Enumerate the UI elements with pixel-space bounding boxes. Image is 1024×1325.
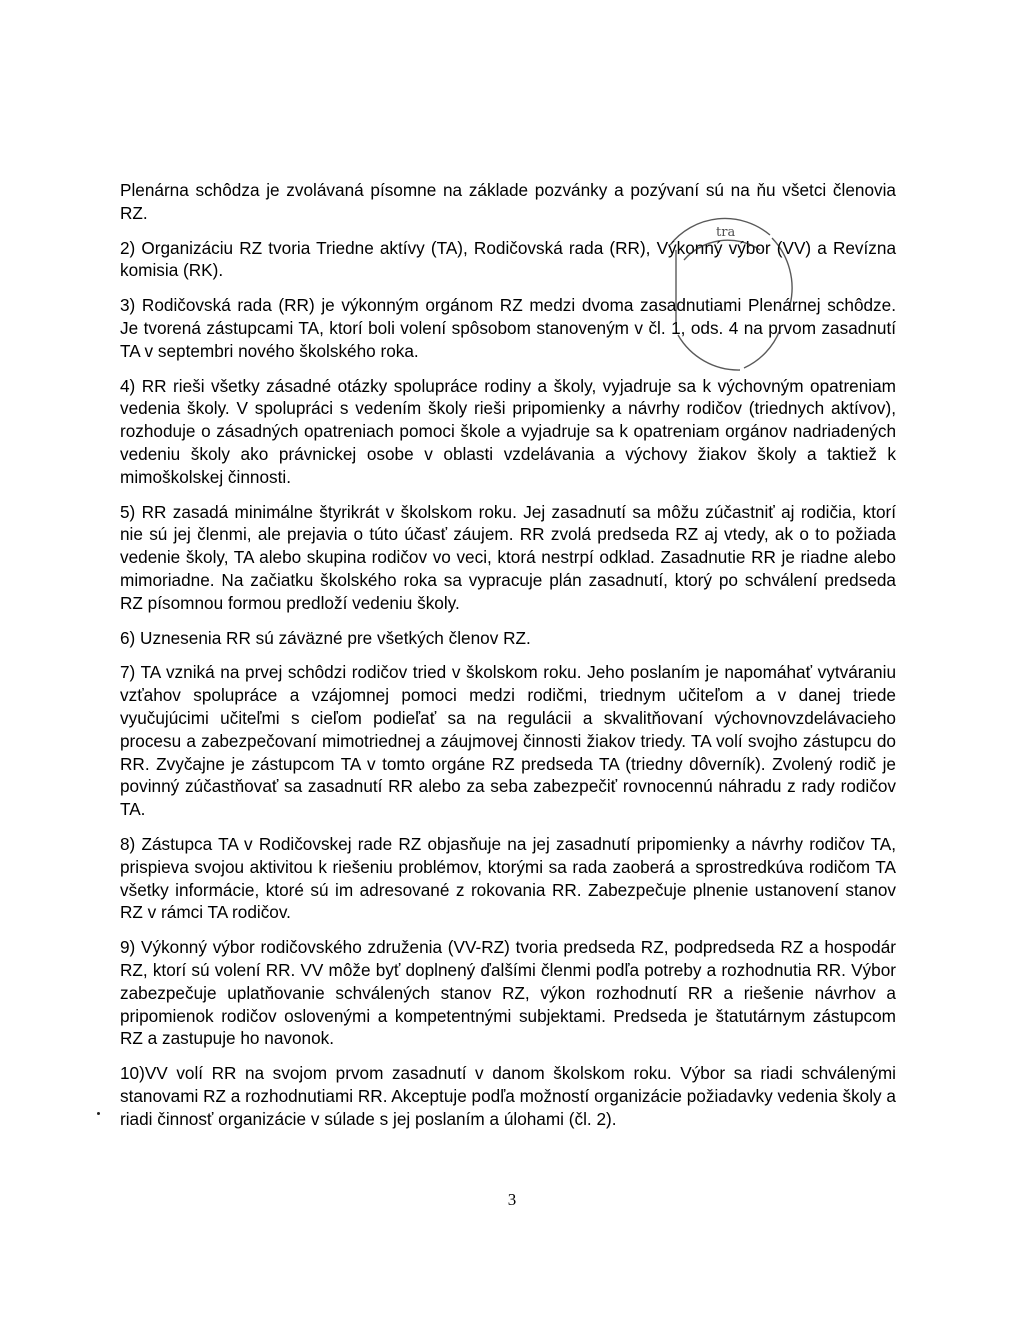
- paragraph-5: 5) RR zasadá minimálne štyrikrát v školskom roku. Jej zasadnutí sa môžu zúčastniť aj rodičia, ktorí nie sú jej členmi, ale prejavia o túto účasť záujem. RR zvolá predseda RZ aj vtedy, ak o to požiada vedenie školy, TA alebo skupina rodičov vo veci, ktorá nestrpí odklad. Zasadnutie RR je riadne alebo mimoriadne. Na začiatku školského roka sa vypracuje plán zasadnutí, ktorý po schválení predseda RZ písomnou formou predloží vedeniu školy.: [120, 501, 896, 613]
- paragraph-4: 4) RR rieši všetky zásadné otázky spolupráce rodiny a školy, vyjadruje sa k výchovným opatreniam vedenia školy. V spolupráci s vedením školy rieši pripomienky a návrhy rodičov (triednych aktívov), rozhoduje o zásadných opatreniach pomoci škole a vyjadruje sa k opatreniam orgánov nadriadených vedeniu školy ako právnickej osobe v oblasti vzdelávania a výchovy žiakov školy a taktiež k mimoškolskej činnosti.: [120, 375, 896, 487]
- document-body: [120, 179, 896, 1142]
- stamp-text: tra: [716, 225, 736, 240]
- margin-mark: [97, 1112, 100, 1115]
- paragraph-9: 9) Výkonný výbor rodičovského združenia (VV-RZ) tvoria predseda RZ, podpredseda RZ a hospodár RZ, ktorí sú volení RR. VV môže byť doplnený ďalšími členmi podľa potreby a rozhodnutia RR. Výbor zabezpečuje uplatňovanie schválených stanov RZ, výkon rozhodnutí RR a riešenie návrhov a pripomienok rodičov oslovenými a kompetentnými subjektami. Predseda je štatutárnym zástupcom RZ a zastupuje ho navonok.: [120, 937, 896, 1049]
- paragraph-intro: Plenárna schôdza je zvolávaná písomne na základe pozvánky a pozývaní sú na ňu všetci členovia RZ.: [120, 180, 896, 223]
- paragraph-8: 8) Zástupca TA v Rodičovskej rade RZ objasňuje na jej zasadnutí pripomienky a návrhy rodičov TA, prispieva svojou aktivitou k riešeniu problémov, ktorými sa rada zaoberá a sprostredkúva rodičom TA všetky informácie, ktoré sú im adresované z rokovania RR. Zabezpečuje plnenie ustanovení stanov RZ v rámci TA rodičov.: [120, 833, 896, 923]
- paragraph-7: 7) TA vzniká na prvej schôdzi rodičov tried v školskom roku. Jeho poslaním je napomáhať vytváraniu vzťahov spolupráce a vzájomnej pomoci medzi rodičmi, triednym učiteľom a v danej triede vyučujúcimi učiteľmi s cieľom podieľať sa na regulácii a skvalitňovaní výchovnovzdelávacieho procesu a zabezpečovaní mimotriednej a záujmovej činnosti žiakov triedy. TA volí svojho zástupcu do RR. Zvyčajne je zástupcom TA v tomto orgáne RZ predseda TA (triedny dôverník). Zvolený rodič je povinný zúčastňovať sa zasadnutí RR alebo za seba zabezpečiť rovnocennú náhradu z rady rodičov TA.: [120, 662, 896, 820]
- paragraph-10: 10)VV volí RR na svojom prvom zasadnutí v danom školskom roku. Výbor sa riadi schválenými stanovami RZ a rozhodnutiami RR. Akceptuje podľa možností organizácie požiadavky vedenia školy a riadi činnosť organizácie v súlade s jej poslaním a úlohami (čl. 2).: [120, 1063, 896, 1129]
- page-number: 3: [507, 1190, 517, 1209]
- paragraph-6: 6) Uznesenia RR sú záväzné pre všetkých členov RZ.: [120, 627, 531, 648]
- paragraph-2: 2) Organizáciu RZ tvoria Triedne aktívy (TA), Rodičovská rada (RR), Výkonný výbor (VV) a Revízna komisia (RK).: [120, 237, 896, 281]
- paragraph-3: 3) Rodičovská rada (RR) je výkonným orgánom RZ medzi dvoma zasadnutiami Plenárnej schôdze. Je tvorená zástupcami TA, ktorí boli volení spôsobom stanoveným v čl. 1, ods. 4 na prvom zasadnutí TA v septembri nového školského roka.: [120, 295, 896, 361]
